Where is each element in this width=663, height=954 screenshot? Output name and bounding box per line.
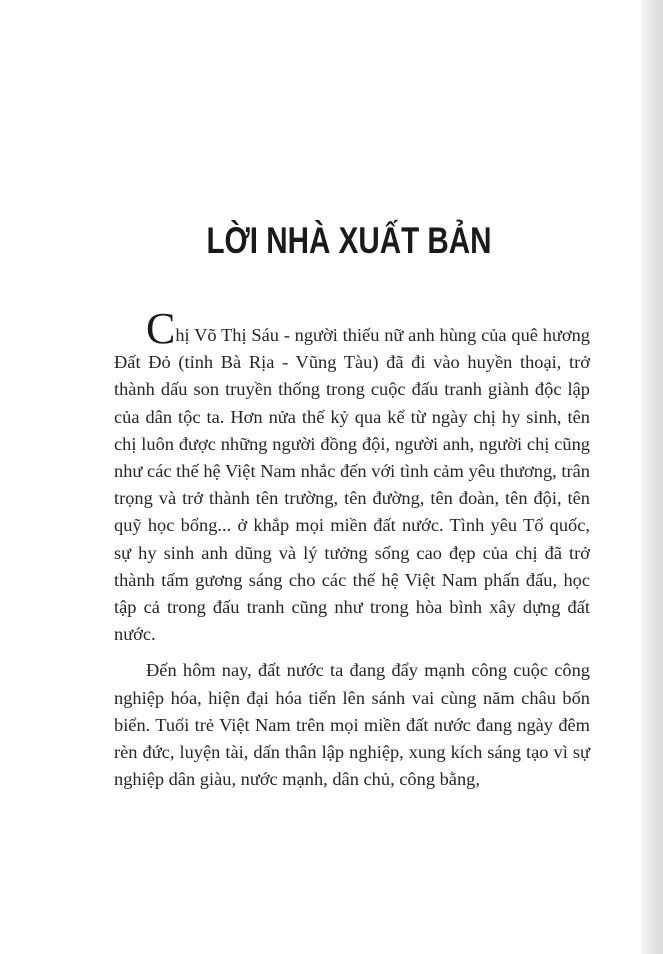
- drop-cap: C: [146, 304, 176, 353]
- page-title: LỜI NHÀ XUẤT BẢN: [206, 220, 492, 261]
- paragraph-1-text: hị Võ Thị Sáu - người thiếu nữ anh hùng của quê hương Đất Đỏ (tỉnh Bà Rịa - Vũng Tàu) đã đi vào huyền thoại, trở thành dấu son truyền thống trong cuộc đấu tranh giành độc lập của dân tộc ta. Hơn nửa thế kỷ qua kể từ ngày chị hy sinh, tên chị luôn được những người đồng đội, người anh, người chị cũng như các thế hệ Việt Nam nhắc đến với tình cảm yêu thương, trân trọng và trở thành tên trường, tên đường, tên đoàn, tên đội, tên quỹ học bổng... ở khắp mọi miền đất nước. Tình yêu Tổ quốc, sự hy sinh anh dũng và lý tưởng sống cao đẹp của chị đã trở thành tấm gương sáng cho các thế hệ Việt Nam phấn đấu, học tập cả trong đấu tranh cũng như trong hòa bình xây dựng đất nước.: [114, 325, 590, 645]
- body-text: [114, 304, 590, 793]
- paragraph-2: [114, 657, 590, 793]
- paragraph-1: [114, 304, 590, 648]
- paragraph-2-text: Đến hôm nay, đất nước ta đang đẩy mạnh công cuộc công nghiệp hóa, hiện đại hóa tiến lên sánh vai cùng năm châu bốn biển. Tuổi trẻ Việt Nam trên mọi miền đất nước đang ngày đêm rèn đức, luyện tài, dấn thân lập nghiệp, xung kích sáng tạo vì sự nghiệp dân giàu, nước mạnh, dân chủ, công bằng,: [114, 660, 590, 790]
- page-edge-shadow: [641, 0, 663, 954]
